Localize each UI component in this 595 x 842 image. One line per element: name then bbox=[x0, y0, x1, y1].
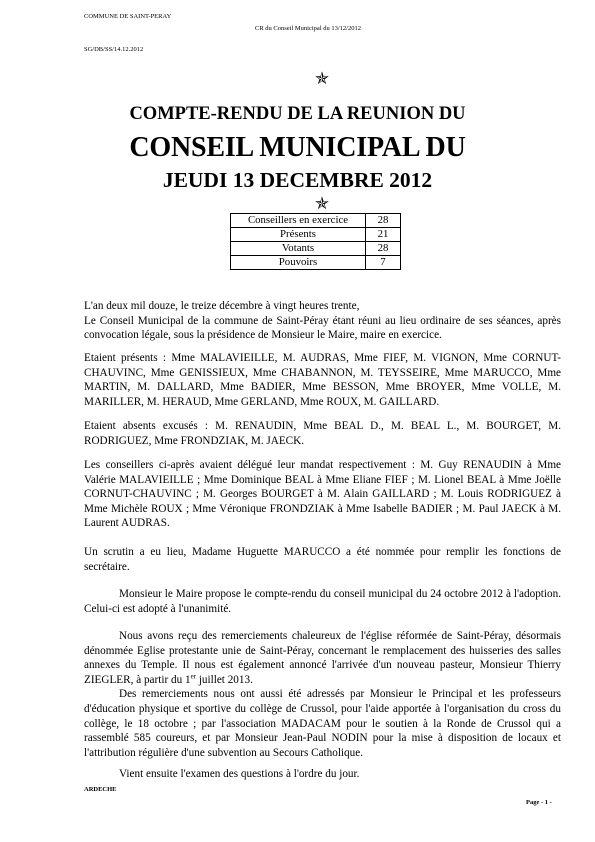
presents-paragraph bbox=[84, 351, 561, 409]
remerciements-paragraph bbox=[84, 629, 561, 760]
title-line-1: COMPTE-RENDU DE LA REUNION DU bbox=[129, 104, 466, 124]
ordinal-suffix: er bbox=[190, 672, 197, 681]
remerciements-text-1 bbox=[84, 629, 561, 687]
scrutin-text: Un scrutin a eu lieu, Madame Huguette MARUCCO a été nommée pour remplir les fonctions de secrétaire. bbox=[84, 546, 561, 573]
stat-label: Présents bbox=[231, 228, 366, 242]
table-row bbox=[231, 256, 401, 270]
delegations-paragraph bbox=[84, 458, 561, 531]
header-commune: COMMUNE DE SAINT-PERAY bbox=[84, 13, 172, 20]
stat-value: 21 bbox=[366, 228, 401, 242]
absents-text: Etaient absents excusés : M. RENAUDIN, Mme BEAL D., M. BEAL L., M. BOURGET, M. RODRIGUEZ, Mme FRONDZIAK, M. JAECK. bbox=[84, 420, 561, 447]
table-row bbox=[231, 242, 401, 256]
stat-value: 28 bbox=[366, 242, 401, 256]
delegations-text: Les conseillers ci-après avaient délégué leur mandat respectivement : M. Guy RENAUDIN à Mme Valérie MALAVIEILLE ; Mme Dominique BEAL à Mme Eliane FIEF ; M. Lionel BEAL à Mme Joëlle CORNUT-CHAUVINC ; M. Georges BOURGET à M. Alain GAILLARD ; M. Louis RODRIGUEZ à Mme Michèle ROUX ; Mme Véronique FRONDZIAK à Mme Isabelle BADIER ; M. Paul JAECK à M. Laurent AUDRAS. bbox=[84, 459, 561, 530]
adoption-paragraph bbox=[84, 587, 561, 616]
stat-label: Votants bbox=[231, 242, 366, 256]
remerciements-1-end: juillet 2013. bbox=[196, 673, 253, 686]
intro-line-1: L'an deux mil douze, le treize décembre à vingt heures trente, bbox=[84, 300, 360, 312]
title-line-3: JEUDI 13 DECEMBRE 2012 bbox=[162, 168, 433, 192]
stat-label: Conseillers en exercice bbox=[231, 214, 366, 228]
header-cr-title: CR du Conseil Municipal du 13/12/2012 bbox=[255, 25, 361, 32]
presents-text: Etaient présents : Mme MALAVIEILLE, M. AUDRAS, Mme FIEF, M. VIGNON, Mme CORNUT-CHAUVINC, Mme GENISSIEUX, Mme CHABANNON, M. TEYSSEIRE, Mme MARUCCO, Mme MARTIN, M. DALLARD, Mme BADIER, Mme BESSON, Mme BROYER, Mme VOLLE, M. MARILLER, M. HERAUD, Mme GERLAND, Mme ROUX, M. GAILLARD. bbox=[84, 352, 561, 408]
table-row bbox=[231, 214, 401, 228]
footer-code: ARDECHE bbox=[84, 786, 117, 793]
stat-value: 28 bbox=[366, 214, 401, 228]
council-stats-table bbox=[230, 213, 401, 270]
remerciements-text-2: Des remerciements nous ont aussi été adressés par Monsieur le Principal et les professeurs d'éducation physique et sportive du collège de Crussol, pour l'aide apportée à l'organisation du cross du collège, le 18 octobre ; par l'association MADACAM pour le soutien à la Ronde de Crussol qui a rassemblé 585 coureurs, et par Monsieur Jean-Paul NODIN pour la mise à disposition de locaux et l'attribution régulière d'une subvention au Secours Catholique. bbox=[84, 688, 561, 759]
remerciements-1-main: Nous avons reçu des remerciements chaleureux de l'église réformée de Saint-Péray, désormais dénommée Eglise protestante unie de Saint-Péray, concernant le remplacement des huisseries des salles annexes du Temple. Il nous est également annoncé l'arrivée d'un nouveau pasteur, Monsieur Thierry ZIEGLER, à partir du 1 bbox=[84, 630, 561, 686]
scrutin-paragraph bbox=[84, 545, 561, 574]
title-line-2: CONSEIL MUNICIPAL DU bbox=[129, 132, 466, 163]
star-ornament-icon: ✯ bbox=[314, 194, 330, 213]
ordre-du-jour-paragraph bbox=[84, 767, 561, 782]
intro-line-2: Le Conseil Municipal de la commune de Saint-Péray étant réuni au lieu ordinaire de ses séances, après convocation légale, sous la présidence de Monsieur le Maire, maire en exercice. bbox=[84, 314, 561, 342]
stat-value: 7 bbox=[366, 256, 401, 270]
star-ornament-icon: ✯ bbox=[314, 69, 330, 88]
intro-paragraph bbox=[84, 299, 561, 343]
footer-page-number: Page - 1 - bbox=[526, 799, 552, 806]
header-reference: SG/DB/SS/14.12.2012 bbox=[84, 46, 144, 53]
adoption-text: Monsieur le Maire propose le compte-rendu du conseil municipal du 24 octobre 2012 à l'adoption. Celui-ci est adopté à l'unanimité. bbox=[84, 588, 561, 615]
ordre-du-jour-text: Vient ensuite l'examen des questions à l'ordre du jour. bbox=[119, 768, 360, 780]
stat-label: Pouvoirs bbox=[231, 256, 366, 270]
absents-paragraph bbox=[84, 419, 561, 448]
table-row bbox=[231, 228, 401, 242]
